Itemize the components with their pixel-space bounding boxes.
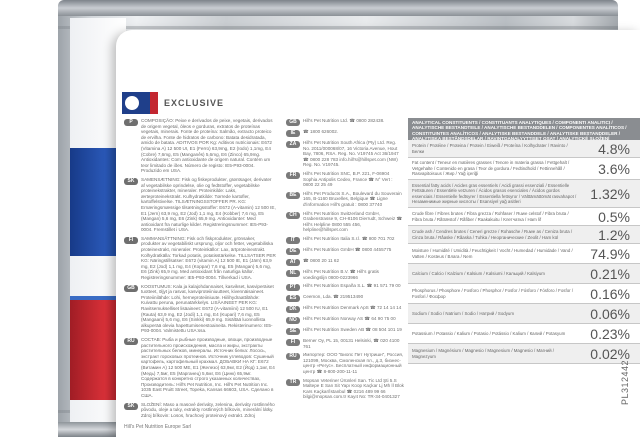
country-flag: FR	[286, 172, 300, 179]
brand-logo-accent	[150, 92, 158, 114]
address-entry	[286, 236, 404, 244]
country-flag: NO	[286, 317, 300, 324]
country-flag: DK	[286, 306, 300, 313]
address-text: Hill's Pet Nutrition SNC, B.P. 221, F-06904 Sophia Antipolis Cedex, France ☎ N° Vert : 0800 22 25 49	[303, 170, 393, 188]
can-rib	[58, 26, 618, 29]
can-rim-top	[58, 0, 618, 16]
ingredient-block	[124, 284, 276, 334]
country-flag: NL	[286, 270, 300, 277]
ingredient-text: SLOŽENÍ: Maso a masové deriváty, zelenina, deriváty rostlinného původu, oleje a tuky, extrakty rostlinných bílkovin, minerální látky. Zdroj bílkovin: Losos, hrachový proteinový extrakt. Zdroj	[141, 401, 275, 418]
analysis-row	[408, 208, 640, 226]
country-flag: BE	[286, 192, 300, 199]
analysis-row	[408, 244, 640, 264]
address-text: Hill's Pet Nutrition Norway AS ☎ 64 90 75 00	[303, 316, 396, 322]
analysis-name: Calcium / Calcio / Kalzium / Kalsium / Kalsiumi / Кальций / Kalsiyum	[412, 270, 545, 276]
analysis-name: Essential fatty acids / Acides gras essentiels / Acidi grassi essenziali / Essentielle Fettsäuren / Essentiële vetzuren / Ácidos grasos esenciales / Ácidos gordos essenciais / Essentielle fedtsyrer / Essentiella fettsyror / Välttämättömät rasvahapot / Незаменимые жирные кислоты / Esansiyel yağ asitleri	[412, 182, 577, 204]
address-entry	[286, 269, 404, 280]
ingredient-text: KOOSTUMUS: Kala ja kalajohdannaiset, kasvikset, kasviperäiset tuotteet, öljyt ja rasvat, kasviproteiiniuutteet, kivennäisaineet. Proteiinilähde: Lohi, herneproteiiniuute. Hiilihydraattilähde: Kuivattu peruna, perunatärkkelys. LISÄAINEET PER KG: Ravitsemukselliset lisäaineet: E672 (A-vitamiini) 12 500 IU, E1 (Rauta) 63,9 mg, E2 (Jodi) 1,1 mg, E4 (Kupari) 7,6 mg, E5 (Mangaani) 5,6 mg, E6 (Sinkki) 65,9 mg. Sisältää luonnollista alkuperää olevia hapettumisenestoaineita. Rekisterinumero: IE5-P93-0004. Valmistettu USA:ssa.	[141, 283, 274, 334]
address-entry	[286, 294, 404, 302]
address-text: Mopsan Veteriner Ürünleri San. Tic Ltd Şti 5.S Maltepe E San Sit Yapı Koop Kaçkar Lj Mh İl Blok Kars Kaçkar/İstanbul ☎ 0216 489 99 66 bilgi@mopsan.com.tr Kayıt No: TR-34-0401327	[303, 377, 404, 400]
address-entry	[286, 129, 404, 137]
analysis-value: 0.5%	[598, 208, 630, 225]
ingredient-text: SAMMANSÄTTNING: Fisk och fiskprodukter, grönsaker, produkter av vegetabiliskt ursprung, oljor och fetter, vegetabiliska proteinextrakt, mineraler. Proteinkällor: Lax, ärtproteinextrakt. Kolhydratkälla: Torkad potatis, potatisstärkelse. TILLSATSER PER KG: Näringstillsatser: E672 (vitamin A) 12 500 IE, E1 (Järn) 63,9 mg, E2 (Jod) 1,1 mg, E4 (Koppar) 7,6 mg, E5 (Mangan) 5,6 mg, E6 (Zink) 65,9 mg. Med antioxidant från naturliga källor. Registreringsnummer: IE5-P93-0004. Tillverkad i USA.	[141, 235, 276, 281]
analysis-value: 4.8%	[598, 140, 630, 157]
country-flag: GB	[286, 119, 300, 126]
country-flag: TR	[286, 379, 300, 386]
analysis-name: Crude fibre / Fibres brutes / Fibra grezza / Rohfaser / Ruwe celstof / Fibra bruta / Fibra bruta / Råtræstof / Råfiber / Raakakuitu / Клетчатка / Ham lif	[412, 211, 569, 222]
brand-logo	[122, 92, 150, 114]
exclusive-text: EXCLUSIVE	[164, 98, 225, 108]
address-entry	[286, 118, 404, 126]
address-text: Hill's Pet Nutrition España S.L. ☎ 91 571 79 00	[303, 283, 401, 289]
country-flag: PT	[286, 284, 300, 291]
language-flag: GB	[124, 285, 138, 292]
address-entry	[286, 140, 404, 168]
product-code: PL312442	[620, 360, 630, 406]
address-entry	[286, 305, 404, 313]
address-text: Hill's Pet Products S.A., Boulevard du Souverain 165, B-1160 Bruxelles, Belgique ☎ Ligne d'information Hill's gratuit : 0800 37740	[303, 190, 402, 207]
country-flag: ES	[286, 295, 300, 302]
address-text: Hill's Pet Nutrition B.V. ☎ Hill's gratis voedingslijn 0800-0223966	[303, 268, 379, 280]
language-flag: FI	[124, 237, 138, 244]
analysis-value: 1.32%	[590, 185, 630, 202]
address-text: ☎ 0800 20 11 62	[303, 257, 340, 263]
ingredient-block	[124, 337, 276, 399]
address-text: Ceemon, Lda. ☎ 219513490	[303, 294, 364, 300]
country-flag: RU	[286, 353, 300, 360]
ingredient-block	[124, 402, 276, 419]
address-entry	[286, 211, 404, 233]
country-flag: AT	[286, 259, 300, 266]
ingredient-block	[124, 118, 276, 174]
country-flag: DE	[286, 248, 300, 255]
address-text: Hill's Pet Nutrition GmbH ☎ 0800 4455775	[303, 246, 392, 252]
analysis-name: Moisture / Humidité / Umidità / Feuchtigkeit / Vocht / Humedad / Humidade / Vand / Vatten / Kosteus / Влага / Nem	[412, 248, 573, 259]
ingredient-text: COMPOSIÇÃO: Peixe e derivados de peixe, vegetais, derivados de origem vegetal, óleos e gorduras, extratos de proteínas vegetais, minerais. Fonte de proteína: Salmão, extracto proteico de ervilha. Fonte de hidratos de carbono: Batata desidratada, amido de batata. ADITIVOS POR Kg: Aditivos nutricionais: E672 (Vitamina A) 12 500 UI, E1 (Ferro) 63,9mg, E2 (Iodo) 1,1mg, E4 (Cobre) 7,6mg, E5 (Manganês) 5,6mg, E6 (Zinco) 65,9mg. Antioxidantes: Com antioxidante de origem natural. Contém um teor limitado de iões. Número de registo: IE5-P93-0004. Produzido em USA.	[141, 118, 273, 174]
address-text: Hill's Pet Nutrition Switzerland GmbH, Grabenstrasse 9, CH-8106 Dierrudt, Schweiz ☎ Hill's Helpline 0800 555 456, helpline@hillspet.com	[303, 210, 403, 233]
analysis-name: Crude ash / Cendres brutes / Ceneri grezze / Rohasche / Ruwe as / Ceniza bruta / Cinza bruta / Råaske / Råaska / Tuhka / Неорганические / Zeolit / Ham kül	[412, 229, 573, 240]
address-text: Hill's Pet Nutrition Italia S.r.l. ☎ 800 701 702	[303, 235, 395, 241]
analysis-row	[408, 284, 640, 304]
analysis-value: 0.16%	[590, 285, 630, 302]
analysis-value: 74.9%	[590, 245, 630, 262]
analysis-row	[408, 344, 640, 364]
analysis-name: Protein / Protéine / Proteina / Protein / Eiweiß / Proteína / Kolhydrater / Ravinto / Белки	[412, 143, 568, 154]
analysis-row	[408, 304, 640, 324]
address-entry	[286, 191, 404, 208]
address-entry	[286, 327, 404, 335]
address-entry	[286, 258, 404, 266]
addresses-column	[286, 118, 404, 418]
analysis-value: 1.2%	[598, 226, 630, 243]
analysis-value: 0.23%	[590, 325, 630, 342]
address-entry	[286, 316, 404, 324]
address-entry	[286, 247, 404, 255]
analysis-row	[408, 226, 640, 244]
analysis-value: 3.6%	[598, 160, 630, 177]
analysis-row	[408, 158, 640, 180]
address-entry	[286, 378, 404, 400]
analysis-row	[408, 180, 640, 208]
address-entry	[286, 283, 404, 291]
analysis-value: 0.06%	[590, 305, 630, 322]
ingredient-block	[124, 177, 276, 233]
country-flag: FI	[286, 339, 300, 346]
ingredients-column	[124, 118, 276, 418]
analysis-name: Fat content / Teneur en matières grasses / Tenore in materia grassa / Fettgehalt / Vetgehalte / Contenido en grasa / Teor de gordura / Fedtindhold / Fettinnehåll / Rasvapitoisuus / Жир / Yağ içeriği	[412, 160, 570, 177]
country-flag: SE	[286, 328, 300, 335]
analysis-table	[408, 118, 640, 378]
address-entry	[286, 352, 404, 374]
analysis-name: Magnesium / Magnésium / Magnesio / Magnesium / Magnesio / Магний / Magnezyum	[412, 348, 554, 359]
manufacturer-footer: Hill's Pet Nutrition Europe Sarl	[124, 424, 192, 430]
analysis-header: ANALYTICAL CONSTITUENTS / CONSTITUANTS ANALYTIQUES / COMPONENTI ANALITICI / ANALYTISCHE BESTANDTEILE / ANALYTISCHE BESTANDDELEN / COMPONENTES ANALÍTICOS / CONSTITUINTES ANALÍTICOS / ANALYTISKE BESTANDDELE / ANALYTISKE BESTANDDELER / ANALYTISKA BESTÅNDSDELAR / RAVINTOANALYYTTISET OSAT / ANALYTICKÉ SLOŽENÍ	[408, 118, 640, 140]
address-text: Hill's Pet Nutrition South Africa (Pty) Ltd. Reg. No. 2011/000068/07, 16 Victoria Avenue, Hout Bay, 7806, RSA. Reg. No. V19745 Act 36/1947 ☎ 0800 228 783 info.hill's@hillspet.com (NW) Reg. No. V19745.	[303, 140, 399, 168]
ingredient-text: SAMENSÆTNING: Fisk og fiskeprodukter, grøntsager, derivater af vegetabilske oprindelse, olie og fedtstoffer, vegetabilske proteinekstrakter, mineraler. Proteinkilde: Laks, ærteproteinekstrakt. Kulhydratkilde: Tørrede kartofler, kartoffelstivelse. TILSÆTNINGSSTOFFER PR. KG: Ernæringsmæssige tilsætningsstoffer: E672 (A-vitamin) 12 500 IE, E1 (Jern) 63,9 mg, E2 (Jod) 1,1 mg, E4 (Kobber) 7,6 mg, E5 (Mangan) 5,6 mg, E6 (Zink) 65,9 mg. Antioxidanter: Med antioxidant fra naturlige kilder. Registreringsnummer: IE5-P93-0004. Fremstillet i USA.	[141, 176, 276, 233]
analysis-name: Phosphorus / Phosphore / Fosforo / Phosphor / Fosfor / Fósforo / Fósforo / Fosfor / Fosfori / Фосфор	[412, 288, 574, 299]
language-flag: SK	[124, 178, 138, 185]
ingredient-text: СОСТАВ: Рыба и рыбные производные, овощи, производные растительного происхождения, масла и жиры, экстракты растительных белков, минералы. Источник белка: Лосось, экстракт гороховых протеинов. Источник углеводов: Сушеный картофель, картофельный крахмал. ДОБАВКИ НА КГ: E672 (Витамин А) 12 500 МЕ, E1 (Железо) 63,9мг, E2 (Йод) 1,1мг, E4 (Медь) 7,5мг, E5 (Марганец) 5,6мг, E6 (Цинк) 65,9мг. Содержатся в конкретно строго указанных количествах, Производитель: Hill's Pet Nutrition, Inc. Hill's Pet Nutrition Inc. 1035 East Pruitt Street, Topeka, Kansas 66603, USA. Сделано в США.	[141, 336, 275, 398]
analysis-row	[408, 264, 640, 284]
language-flag: P	[124, 119, 138, 126]
address-text: Hill's Pet Nutrition Denmark ApS ☎ 72 14 14 14	[303, 305, 402, 311]
analysis-value: 0.21%	[590, 265, 630, 282]
address-text: Berner Oy, PL 15, 00131 Helsinki, ☎ 020 4100 761	[303, 338, 400, 349]
country-flag: IE	[286, 130, 300, 137]
country-flag: IT	[286, 237, 300, 244]
address-text: Hill's Pet Nutrition Ltd. ☎ 0800 282438.	[303, 118, 385, 123]
country-flag: CH	[286, 212, 300, 219]
address-text: ☎ 1800 626002.	[303, 129, 339, 134]
analysis-name: Sodium / Sodio / Natrium / Sodio / Натрий / Sodyum	[412, 310, 514, 316]
address-entry	[286, 171, 404, 188]
analysis-name: Potassium / Potassio / Kalium / Potasio / Potássio / Kalium / Калий / Potasyum	[412, 330, 566, 336]
language-flag: SK	[124, 403, 138, 410]
address-entry	[286, 338, 404, 349]
address-text: Hill's Pet Nutrition Sweden AB ☎ 08 504 101 19	[303, 327, 402, 333]
country-flag: ZA	[286, 141, 300, 148]
analysis-row	[408, 140, 640, 158]
address-text: Импортер: ООО "Биопс Пет Нутришн", Россия, 121099, Москва, Смоленская пл., д.3, бизнес-центр «Регус». Бесплатный информационный центр ☎ 8-800-200-11-11	[303, 352, 404, 375]
ingredient-block	[124, 236, 276, 281]
language-flag: RU	[124, 338, 138, 345]
analysis-value: 0.02%	[590, 345, 630, 362]
analysis-row	[408, 324, 640, 344]
